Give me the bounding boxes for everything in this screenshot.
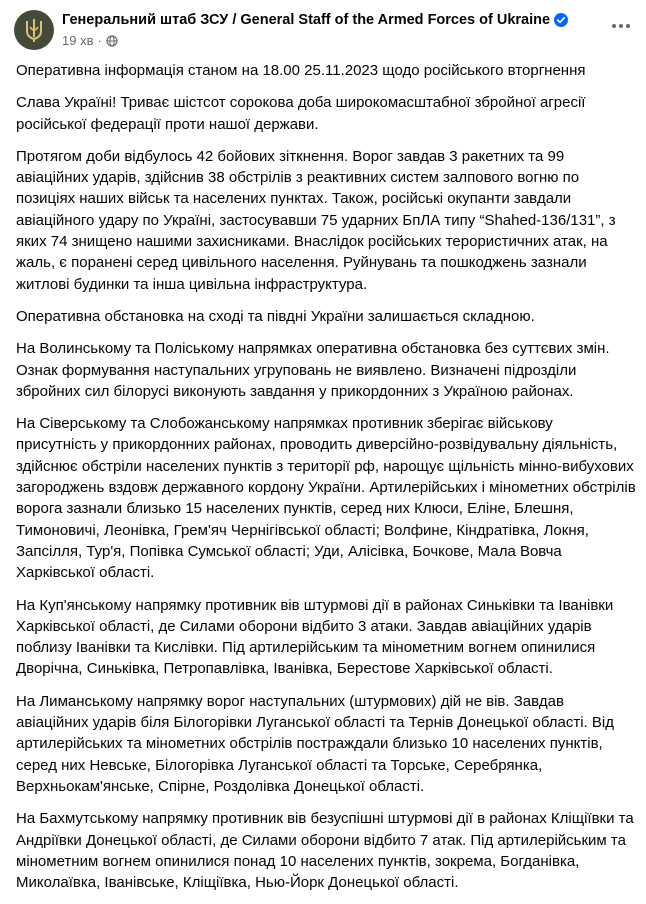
author-row [62, 10, 568, 30]
post-body [16, 60, 636, 904]
post-paragraph: Оперативна обстановка на сході та півдні України залишається складною. [16, 307, 535, 325]
post-paragraph: На Волинському та Поліському напрямках оперативна обстановка без суттєвих змін. Ознак формування наступальних угруповань не виявлено. Визначені підрозділи збройних сил білорусі виконують завдання у прикордонних з Україною районах. [16, 340, 610, 400]
page-avatar[interactable] [14, 10, 54, 50]
post-paragraph: Оперативна інформація станом на 18.00 25.11.2023 щодо російського вторгнення [16, 62, 586, 79]
post-header [14, 10, 568, 50]
trident-shield-icon [22, 17, 46, 43]
verified-badge-icon [554, 13, 568, 27]
post-paragraph: На Куп'янському напрямку противник вів штурмові дії в районах Синьківки та Іванівки Харківської області, де Силами оборони відбито 3 атаки. Завдав авіаційних ударів поблизу Іванівки та Кислівки. Під артилерійським та мінометним вогнем опинилися Дворічна, Синьківка, Петропавлівка, Іванівка, Берестове Харківської області. [16, 596, 614, 678]
more-options-icon[interactable] [606, 14, 636, 38]
post-paragraph: Протягом доби відбулось 42 бойових зіткнення. Ворог завдав 3 ракетних та 99 авіаційних ударів, здійснив 38 обстрілів з реактивних систем залпового вогню по позиціях наших військ та населених пунктах. Також, російські окупанти завдали авіаційного удару по Україні, застосувавши 75 ударних БпЛА типу “Shahed-136/131”, з яких 74 знищено нашими захисниками. Внаслідок російських терористичних атак, на жаль, є поранені серед цивільного населення. Руйнувань та пошкоджень зазнали житлові будинки та інша цивільна інфраструктура. [16, 147, 616, 293]
post-head-text [62, 10, 568, 48]
post-meta [62, 33, 568, 48]
author-name[interactable]: Генеральний штаб ЗСУ / General Staff of the Armed Forces of Ukraine [62, 12, 551, 28]
meta-separator: · [97, 33, 102, 48]
post-timestamp[interactable]: 19 хв [62, 33, 94, 48]
globe-icon[interactable] [106, 35, 118, 47]
post-paragraph: На Лиманському напрямку ворог наступальних (штурмових) дій не вів. Завдав авіаційних ударів біля Білогорівки Луганської області та Тернів Донецької області. Від артилерійських та мінометних обстрілів постраждали близько 10 населених пунктів, серед них Невське, Білогорівка Луганської області та Торське, Серебрянка, Верхньокам'янське, Спірне, Роздолівка Донецької області. [16, 692, 614, 795]
post-paragraph: На Бахмутському напрямку противник вів безуспішні штурмові дії в районах Кліщіївки та Андріївки Донецької області, де Силами оборони відбито 7 атак. Під артилерійським та мінометним вогнем опинилися понад 10 населених пунктів, зокрема, Богданівка, Миколаївка, Іванівське, Кліщіївка, Нью-Йорк Донецької області. [16, 810, 634, 892]
post-paragraph: На Сіверському та Слобожанському напрямках противник зберігає військову присутність у прикордонних районах, проводить диверсійно-розвідувальну діяльність, здійснює обстріли населених пунктів з території рф, нарощує щільність мінно-вибухових загороджень вздовж державного кордону України. Артилерійських і мінометних обстрілів ворога зазнали близько 15 населених пунктів, серед них Клюси, Еліне, Блешня, Тимоновичі, Леонівка, Грем'яч Чернігівської області; Волфине, Кіндратівка, Локня, Запсілля, Тур'я, Попівка Сумської області; Уди, Алісівка, Бочкове, Мала Вовча Харківської області. [16, 415, 636, 582]
post-paragraph: Слава Україні! Триває шістсот сорокова доба широкомасштабної збройної агресії російської федерації проти нашої держави. [16, 94, 586, 133]
